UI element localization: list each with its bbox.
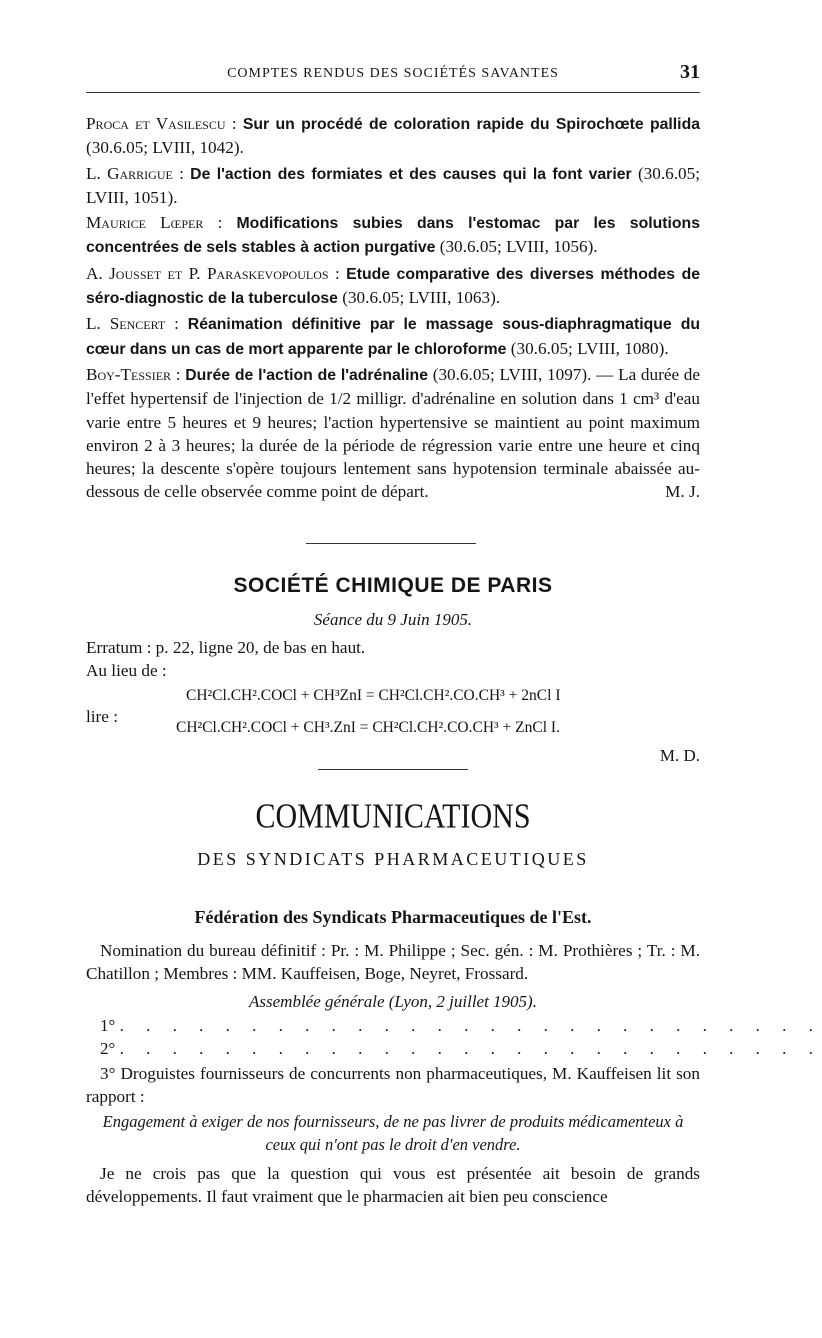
communications-title: COMMUNICATIONS — [255, 797, 531, 836]
page-number: 31 — [680, 61, 700, 83]
entry-authors: Proca et Vasilescu : — [86, 114, 237, 133]
closing-paragraph: Je ne crois pas que la question qui vous est présentée ait besoin de grands développements. Il faut vraiment que le pharmacien ait bien peu conscience — [86, 1164, 700, 1207]
entry-abstract: — La durée de l'effet hypertensif de l'injection de 1/2 milligr. d'adrénaline en solution dans 1 cm³ d'eau varie entre 5 heures et 9 heures; l'action hypertensive se maintient au point maximum environ 2 à 3 heures; la durée de la période de régression varie entre une heure et cinq heures; la descente s'opère toujours lentement sans hypotension terminale abaissée au-dessous de celle observée comme point de départ. — [86, 364, 701, 502]
entry-title: Sur un procédé de coloration rapide du Spirochœte pallida — [242, 116, 701, 133]
item-number: 2° — [100, 1039, 116, 1058]
item-3-paragraph: 3° Droguistes fournisseurs de concurrents non pharmaceutiques, M. Kauffeisen lit son rapport : — [86, 1064, 700, 1107]
section-signature: M. D. — [659, 746, 700, 765]
entry-title: Durée de l'action de l'adrénaline — [185, 366, 428, 384]
entry-authors: Maurice Lœper : — [86, 213, 223, 233]
section-divider — [318, 769, 468, 770]
item-number: 1° — [100, 1016, 116, 1035]
nomination-paragraph: Nomination du bureau définitif : Pr. : M. Philippe ; Sec. gén. : M. Prothières ; Tr. : M. Chatillon ; Membres : MM. Kauffeisen, Boge, Neyret, Frossard. — [86, 941, 700, 984]
erratum-block — [86, 636, 700, 682]
entry-reference: (30.6.05; LVIII, 1080). — [510, 338, 669, 358]
ellipsis-leader: . . . . . . . . . . . . . . . . . . . . . . . . . . . — [119, 1039, 822, 1058]
entry-reference: (30.6.05; LVIII, 1097). — [432, 364, 592, 384]
entry-title: De l'action des formiates et des causes qui la font varier — [190, 165, 632, 183]
lire-label: lire : — [86, 707, 118, 726]
abstract-entry — [86, 112, 700, 160]
ellipsis-leader: . . . . . . . . . . . . . . . . . . . . . . . . . . . — [119, 1016, 822, 1035]
abstract-entry — [86, 162, 700, 210]
formula-wrong: CH²Cl.CH².COCl + CH³ZnI = CH²Cl.CH².CO.CH³ + 2nCl I — [186, 687, 561, 704]
abstract-list — [86, 112, 700, 506]
entry-reference: (30.6.05; LVIII, 1042). — [86, 138, 244, 158]
session-date: Séance du 9 Juin 1905. — [313, 610, 473, 629]
entry-reference: (30.6.05; LVIII, 1056). — [439, 237, 598, 257]
entry-authors: Boy-Tessier : — [86, 364, 181, 384]
communications-subtitle: DES SYNDICATS PHARMACEUTIQUES — [197, 849, 589, 869]
section-divider — [306, 543, 476, 544]
entry-signature: M. J. — [665, 482, 700, 502]
society-title: SOCIÉTÉ CHIMIQUE DE PARIS — [233, 574, 553, 597]
au-lieu-label: Au lieu de : — [86, 661, 167, 680]
abstract-entry — [86, 312, 700, 361]
abstract-entry — [86, 211, 700, 260]
entry-reference: (30.6.05; LVIII, 1051). — [86, 163, 700, 207]
abstract-entry — [86, 363, 700, 504]
erratum-line: Erratum : p. 22, ligne 20, de bas en haut. — [86, 638, 366, 657]
entry-title: Modifications subies dans l'estomac par les solutions concentrées de sels stables à action purgative — [86, 215, 700, 257]
entry-authors: A. Jousset et P. Paraskevopoulos : — [86, 263, 340, 283]
engagement-quote: Engagement à exiger de nos fournisseurs, de ne pas livrer de produits médicamenteux à ceux qui n'ont pas le droit d'en vendre. — [102, 1112, 684, 1154]
running-title: COMPTES RENDUS DES SOCIÉTÉS SAVANTES — [227, 66, 559, 81]
abstract-entry — [86, 262, 700, 311]
entry-authors: L. Sencert : — [86, 314, 179, 334]
list-item-1 — [100, 1016, 822, 1036]
assembly-heading: Assemblée générale (Lyon, 2 juillet 1905). — [249, 992, 537, 1011]
entry-reference: (30.6.05; LVIII, 1063). — [342, 288, 501, 308]
list-item-2 — [100, 1039, 822, 1059]
running-header — [86, 58, 700, 93]
entry-title: Réanimation définitive par le massage sous-diaphragmatique du cœur dans un cas de mort apparente par le chloroforme — [86, 316, 700, 358]
entry-authors: L. Garrigue : — [86, 163, 184, 183]
formula-correct: CH²Cl.CH².COCl + CH³.ZnI = CH²Cl.CH².CO.CH³ + ZnCl I. — [176, 719, 560, 736]
entry-title: Etude comparative des diverses méthodes de séro-diagnostic de la tuberculose — [86, 265, 701, 308]
federation-title: Fédération des Syndicats Pharmaceutiques de l'Est. — [194, 907, 592, 927]
